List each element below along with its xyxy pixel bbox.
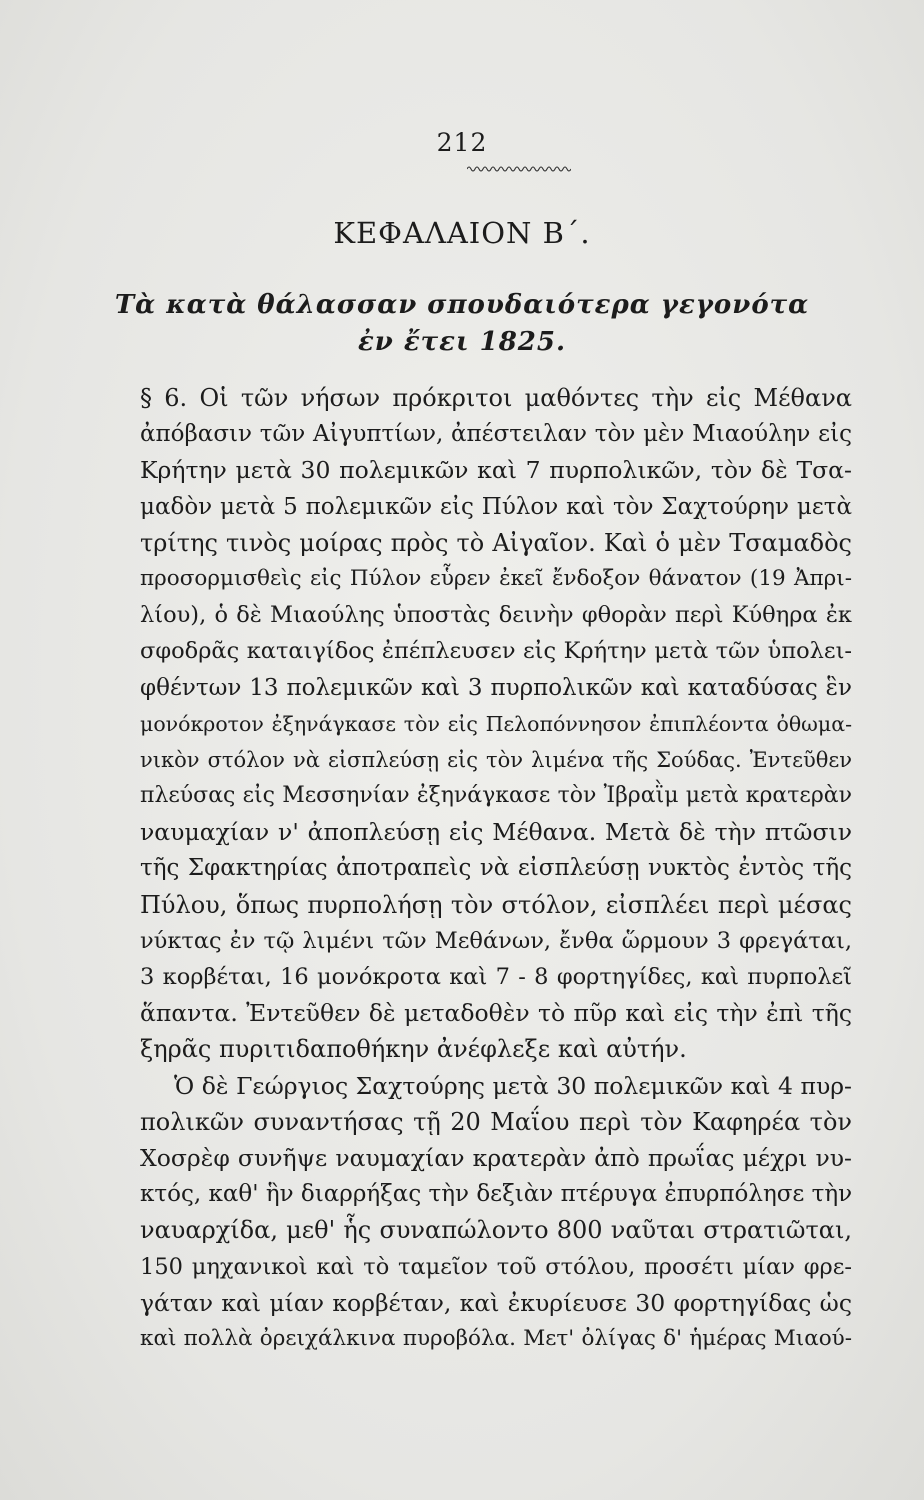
text-line: νικὸν στόλον νὰ εἰσπλεύσῃ εἰς τὸν λιμένα τῆς Σούδας. Ἐντεῦθεν: [140, 747, 852, 772]
text-line: Χοσρὲφ συνῆψε ναυμαχίαν κρατερὰν ἀπὸ πρωΐας μέχρι νυ-: [140, 1143, 852, 1172]
text-line: σφοδρᾶς καταιγίδος ἐπέπλευσεν εἰς Κρήτην μετὰ τῶν ὑπολει-: [140, 638, 852, 665]
text-line: Κρήτην μετὰ 30 πολεμικῶν καὶ 7 πυρπολικῶν, τὸν δὲ Τσα-: [140, 456, 852, 485]
chapter-subtitle-line-1: Τὰ κατὰ θάλασσαν σπουδαιότερα γεγονότα: [114, 290, 810, 320]
text-line: ξηρᾶς πυριτιδαποθήκην ἀνέφλεξε καὶ αὐτήν.: [140, 1035, 687, 1064]
text-line: Ὁ δὲ Γεώργιος Σαχτούρης μετὰ 30 πολεμικῶν καὶ 4 πυρ-: [174, 1071, 852, 1100]
text-line: 150 μηχανικοὶ καὶ τὸ ταμεῖον τοῦ στόλου, προσέτι μίαν φρε-: [140, 1253, 852, 1280]
text-line: κτός, καθ' ἣν διαρρήξας τὴν δεξιὰν πτέρυγα ἐπυρπόλησε τὴν: [140, 1181, 853, 1208]
text-line: προσορμισθεὶς εἰς Πύλον εὗρεν ἐκεῖ ἔνδοξον θάνατον (19 Ἀπρι-: [140, 565, 852, 591]
wavy-rule-ornament: [467, 165, 571, 173]
text-line: τρίτης τινὸς μοίρας πρὸς τὸ Αἰγαῖον. Καὶ ὁ μὲν Τσαμαδὸς: [140, 528, 852, 557]
text-line: λίου), ὁ δὲ Μιαούλης ὑποστὰς δεινὴν φθορὰν περὶ Κύθηρα ἐκ: [140, 602, 852, 629]
text-line: ναυμαχίαν ν' ἀποπλεύσῃ εἰς Μέθανα. Μετὰ δὲ τὴν πτῶσιν: [140, 818, 852, 847]
text-line: ναυαρχίδα, μεθ' ἧς συναπώλοντο 800 ναῦται στρατιῶται,: [140, 1216, 852, 1245]
text-line: τῆς Σφακτηρίας ἀποτραπεὶς νὰ εἰσπλεύσῃ νυκτὸς ἐντὸς τῆς: [140, 855, 852, 882]
text-line: μαδὸν μετὰ 5 πολεμικῶν εἰς Πύλον καὶ τὸν Σαχτούρην μετὰ: [140, 493, 852, 520]
text-line: Πύλου, ὅπως πυρπολήσῃ τὸν στόλον, εἰσπλέει περὶ μέσας: [140, 890, 852, 919]
text-line: § 6. Οἱ τῶν νήσων πρόκριτοι μαθόντες τὴν εἰς Μέθανα: [140, 384, 852, 412]
text-line: φθέντων 13 πολεμικῶν καὶ 3 πυρπολικῶν καὶ καταδύσας ἓν: [140, 674, 852, 701]
text-line: ἀπόβασιν τῶν Αἰγυπτίων, ἀπέστειλαν τὸν μὲν Μιαούλην εἰς: [140, 421, 852, 448]
body-text: [140, 380, 852, 1357]
chapter-subtitle-line-2: ἐν ἔτει 1825.: [357, 327, 567, 357]
page-number: 212: [436, 128, 488, 157]
text-line: πολικῶν συναντήσας τῇ 20 Μαΐου περὶ τὸν Καφηρέα τὸν: [140, 1107, 852, 1136]
text-line: μονόκροτον ἐξηνάγκασε τὸν εἰς Πελοπόννησον ἐπιπλέοντα ὀθωμα-: [140, 711, 852, 736]
chapter-heading: ΚΕΦΑΛΑΙΟΝ Β΄.: [333, 216, 591, 250]
text-line: 3 κορβέται, 16 μονόκροτα καὶ 7 - 8 φορτηγίδες, καὶ πυρπολεῖ: [140, 964, 852, 990]
text-line: πλεύσας εἰς Μεσσηνίαν ἐξηνάγκασε τὸν Ἰβραῒμ μετὰ κρατερὰν: [140, 783, 852, 809]
text-line: γάταν καὶ μίαν κορβέταν, καὶ ἐκυρίευσε 30 φορτηγίδας ὡς: [140, 1288, 852, 1317]
text-line: καὶ πολλὰ ὀρειχάλκινα πυροβόλα. Μετ' ὀλίγας δ' ἡμέρας Μιαού-: [140, 1325, 852, 1351]
text-line: νύκτας ἐν τῷ λιμένι τῶν Μεθάνων, ἔνθα ὥρμουν 3 φρεγάται,: [140, 927, 852, 954]
text-line: ἅπαντα. Ἐντεῦθεν δὲ μεταδοθὲν τὸ πῦρ καὶ εἰς τὴν ἐπὶ τῆς: [140, 999, 852, 1028]
